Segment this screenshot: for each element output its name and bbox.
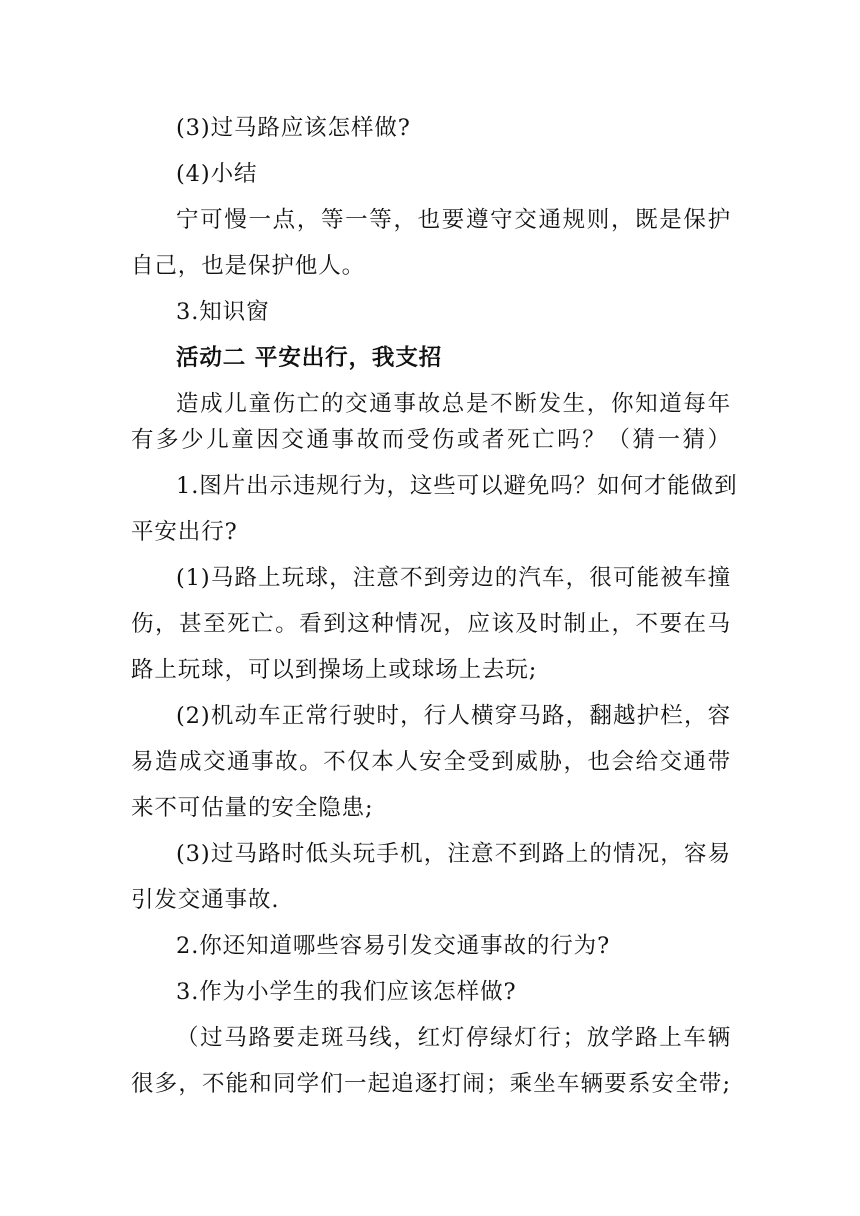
paragraph-line: 易造成交通事故。不仅本人安全受到威胁，也会给交通带: [131, 749, 731, 775]
paragraph-line: 来不可估量的安全隐患;: [131, 795, 374, 821]
paragraph-line: (2)机动车正常行驶时，行人横穿马路，翻越护栏，容: [176, 703, 731, 729]
knowledge-window-heading: 3.知识窗: [176, 299, 270, 325]
paragraph-line: (1)马路上玩球，注意不到旁边的汽车，很可能被车撞: [176, 565, 731, 591]
paragraph-line: 伤，甚至死亡。看到这种情况，应该及时制止，不要在马: [131, 611, 731, 637]
paragraph-line: 宁可慢一点，等一等，也要遵守交通规则，既是保护: [176, 207, 731, 233]
activity-two-heading: 活动二 平安出行，我支招: [176, 345, 443, 371]
question-3-line: (3)过马路应该怎样做?: [176, 115, 411, 141]
paragraph-line: （过马路要走斑马线，红灯停绿灯行；放学路上车辆: [176, 1025, 731, 1051]
paragraph-line: 平安出行?: [131, 519, 238, 545]
paragraph-line: 造成儿童伤亡的交通事故总是不断发生，你知道每年: [176, 391, 731, 417]
question-line: 2.你还知道哪些容易引发交通事故的行为?: [176, 933, 611, 959]
summary-heading: (4)小结: [176, 161, 258, 187]
paragraph-line: 1.图片出示违规行为，这些可以避免吗？如何才能做到: [176, 473, 738, 499]
paragraph-line: 自己，也是保护他人。: [131, 253, 366, 279]
question-line: 3.作为小学生的我们应该怎样做?: [176, 979, 517, 1005]
paragraph-line: (3)过马路时低头玩手机，注意不到路上的情况，容易: [176, 841, 731, 867]
paragraph-line: 有多少儿童因交通事故而受伤或者死亡吗？（猜一猜）: [131, 427, 731, 453]
paragraph-line: 路上玩球，可以到操场上或球场上去玩;: [131, 657, 538, 683]
paragraph-line: 很多，不能和同学们一起追逐打闹；乘坐车辆要系安全带;: [131, 1071, 731, 1097]
paragraph-line: 引发交通事故.: [131, 887, 280, 913]
